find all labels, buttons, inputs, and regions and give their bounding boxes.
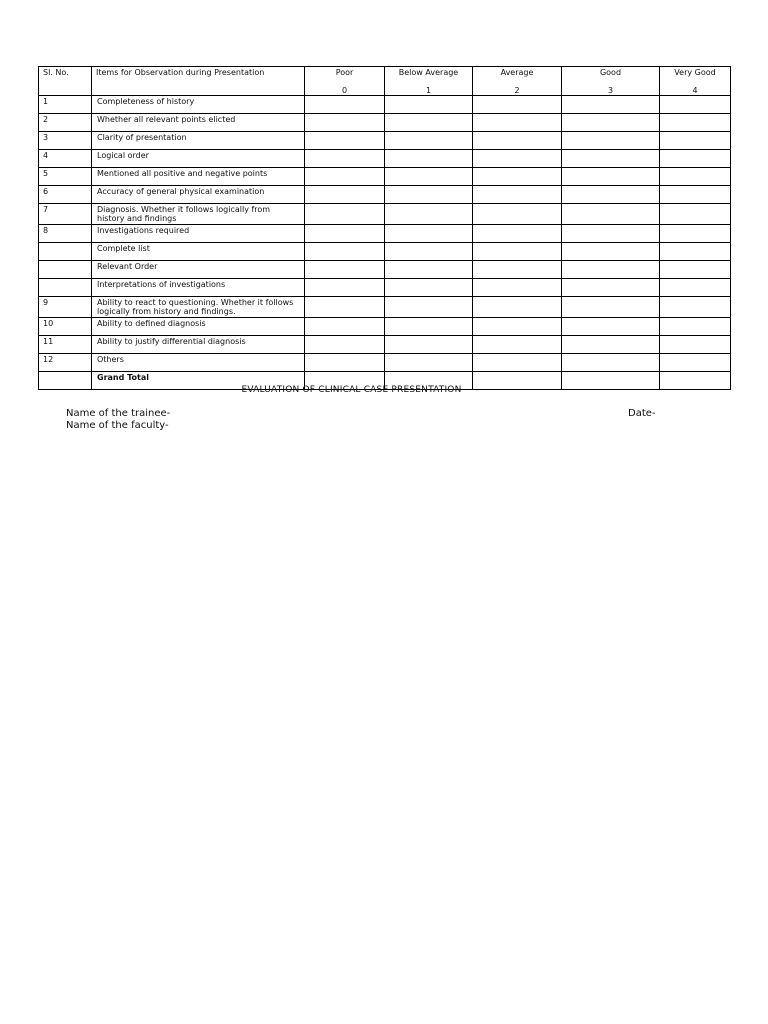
score-cell[interactable]: [473, 318, 562, 336]
table-row: [39, 354, 731, 372]
score-cell[interactable]: [305, 261, 385, 279]
score-cell[interactable]: [385, 204, 473, 225]
row-item: Clarity of presentation: [92, 132, 305, 150]
table-header-row: [39, 67, 731, 96]
score-cell[interactable]: [305, 168, 385, 186]
score-cell[interactable]: [562, 243, 660, 261]
score-cell[interactable]: [473, 168, 562, 186]
row-number: 10: [39, 318, 92, 336]
score-cell[interactable]: [473, 243, 562, 261]
table-row: [39, 318, 731, 336]
faculty-name-label: Name of the faculty-: [66, 420, 169, 431]
table-row: [39, 261, 731, 279]
header-rating-score: 2: [514, 86, 520, 95]
row-item: Ability to justify differential diagnosis: [92, 336, 305, 354]
header-sl-no: Sl. No.: [39, 67, 92, 96]
score-cell[interactable]: [385, 168, 473, 186]
header-rating-label: Average: [500, 68, 534, 77]
row-number: 7: [39, 204, 92, 225]
row-number: [39, 261, 92, 279]
document-title-text: EVALUATION OF CLINICAL CASE PRESENTATION: [241, 385, 462, 395]
row-item: Diagnosis. Whether it follows logically from history and findings: [92, 204, 305, 225]
score-cell[interactable]: [562, 261, 660, 279]
date-label: Date-: [628, 408, 656, 419]
table-row: [39, 186, 731, 204]
row-item: Whether all relevant points elicted: [92, 114, 305, 132]
row-item: Interpretations of investigations: [92, 279, 305, 297]
table-row: [39, 243, 731, 261]
score-cell[interactable]: [385, 132, 473, 150]
score-cell[interactable]: [562, 336, 660, 354]
score-cell[interactable]: [305, 318, 385, 336]
score-cell[interactable]: [473, 354, 562, 372]
score-cell[interactable]: [385, 243, 473, 261]
header-rating-score: 3: [607, 86, 614, 95]
header-rating-label: Very Good: [674, 68, 716, 77]
score-cell[interactable]: [660, 225, 731, 243]
row-item: Ability to react to questioning. Whether it follows logically from history and findings.: [92, 297, 305, 318]
score-cell[interactable]: [305, 243, 385, 261]
score-cell[interactable]: [305, 297, 385, 318]
score-cell[interactable]: [473, 225, 562, 243]
score-cell[interactable]: [305, 354, 385, 372]
row-number: 9: [39, 297, 92, 318]
table-row: [39, 225, 731, 243]
header-items: Items for Observation during Presentation: [92, 67, 305, 96]
score-cell[interactable]: [660, 354, 731, 372]
row-number: 11: [39, 336, 92, 354]
header-below-average: [385, 67, 473, 96]
score-cell[interactable]: [660, 243, 731, 261]
score-cell[interactable]: [660, 150, 731, 168]
score-cell[interactable]: [305, 96, 385, 114]
score-cell[interactable]: [660, 318, 731, 336]
score-cell[interactable]: [562, 297, 660, 318]
score-cell[interactable]: [473, 132, 562, 150]
header-rating-label: Poor: [335, 68, 354, 77]
row-number: 4: [39, 150, 92, 168]
score-cell[interactable]: [305, 279, 385, 297]
table-row: [39, 168, 731, 186]
score-cell[interactable]: [473, 186, 562, 204]
grand-total-label: Grand Total: [92, 372, 305, 390]
score-cell[interactable]: [305, 150, 385, 168]
row-item: Others: [92, 354, 305, 372]
score-cell[interactable]: [473, 261, 562, 279]
score-cell[interactable]: [385, 279, 473, 297]
score-cell[interactable]: [385, 354, 473, 372]
row-item: Investigations required: [92, 225, 305, 243]
row-number: 1: [39, 96, 92, 114]
score-cell[interactable]: [660, 279, 731, 297]
score-cell[interactable]: [305, 132, 385, 150]
score-cell[interactable]: [660, 114, 731, 132]
score-cell[interactable]: [473, 204, 562, 225]
score-cell[interactable]: [305, 225, 385, 243]
row-item: Logical order: [92, 150, 305, 168]
score-cell[interactable]: [473, 297, 562, 318]
score-cell[interactable]: [562, 318, 660, 336]
table-row: [39, 114, 731, 132]
score-cell[interactable]: [305, 204, 385, 225]
score-cell[interactable]: [385, 186, 473, 204]
score-cell[interactable]: [562, 150, 660, 168]
score-cell[interactable]: [385, 225, 473, 243]
score-cell[interactable]: [562, 186, 660, 204]
score-cell[interactable]: [305, 114, 385, 132]
score-cell[interactable]: [660, 204, 731, 225]
score-cell[interactable]: [562, 132, 660, 150]
table-row: [39, 150, 731, 168]
score-cell[interactable]: [660, 297, 731, 318]
trainee-name-label: Name of the trainee-: [66, 408, 171, 419]
score-cell[interactable]: [562, 225, 660, 243]
row-number: [39, 243, 92, 261]
score-cell[interactable]: [473, 96, 562, 114]
row-item: Ability to defined diagnosis: [92, 318, 305, 336]
header-rating-label: Below Average: [398, 68, 459, 77]
score-cell[interactable]: [305, 336, 385, 354]
score-cell[interactable]: [660, 132, 731, 150]
score-cell[interactable]: [473, 336, 562, 354]
score-cell[interactable]: [660, 96, 731, 114]
row-item: Relevant Order: [92, 261, 305, 279]
row-item: Accuracy of general physical examination: [92, 186, 305, 204]
header-rating-score: 0: [341, 86, 348, 95]
score-cell[interactable]: [385, 297, 473, 318]
score-cell[interactable]: [562, 354, 660, 372]
row-number: 5: [39, 168, 92, 186]
header-rating-score: 4: [692, 86, 698, 95]
document-title: [38, 385, 768, 395]
evaluation-table: [38, 66, 731, 390]
row-number: 6: [39, 186, 92, 204]
score-cell[interactable]: [385, 114, 473, 132]
header-poor: [305, 67, 385, 96]
score-cell[interactable]: [660, 168, 731, 186]
table-row: [39, 336, 731, 354]
table-row: [39, 297, 731, 318]
table-row: [39, 132, 731, 150]
row-number: 2: [39, 114, 92, 132]
header-average: [473, 67, 562, 96]
score-cell[interactable]: [385, 261, 473, 279]
score-cell[interactable]: [562, 96, 660, 114]
score-cell[interactable]: [562, 168, 660, 186]
score-cell[interactable]: [660, 261, 731, 279]
header-good: [562, 67, 660, 96]
table-row: [39, 279, 731, 297]
row-number: 8: [39, 225, 92, 243]
row-item: Completeness of history: [92, 96, 305, 114]
row-item: Mentioned all positive and negative points: [92, 168, 305, 186]
score-cell[interactable]: [660, 186, 731, 204]
score-cell[interactable]: [305, 186, 385, 204]
row-number: 12: [39, 354, 92, 372]
score-cell[interactable]: [660, 336, 731, 354]
score-cell[interactable]: [385, 96, 473, 114]
row-item: Complete list: [92, 243, 305, 261]
score-cell[interactable]: [562, 279, 660, 297]
score-cell[interactable]: [562, 204, 660, 225]
score-cell[interactable]: [385, 150, 473, 168]
table-row: [39, 96, 731, 114]
row-number: [39, 279, 92, 297]
table-row: [39, 204, 731, 225]
score-cell[interactable]: [473, 114, 562, 132]
score-cell[interactable]: [562, 114, 660, 132]
score-cell[interactable]: [473, 279, 562, 297]
header-rating-label: Good: [599, 68, 622, 77]
score-cell[interactable]: [385, 318, 473, 336]
score-cell[interactable]: [385, 336, 473, 354]
score-cell[interactable]: [473, 150, 562, 168]
row-number: 3: [39, 132, 92, 150]
header-very-good: [660, 67, 731, 96]
header-rating-score: 1: [425, 86, 432, 95]
